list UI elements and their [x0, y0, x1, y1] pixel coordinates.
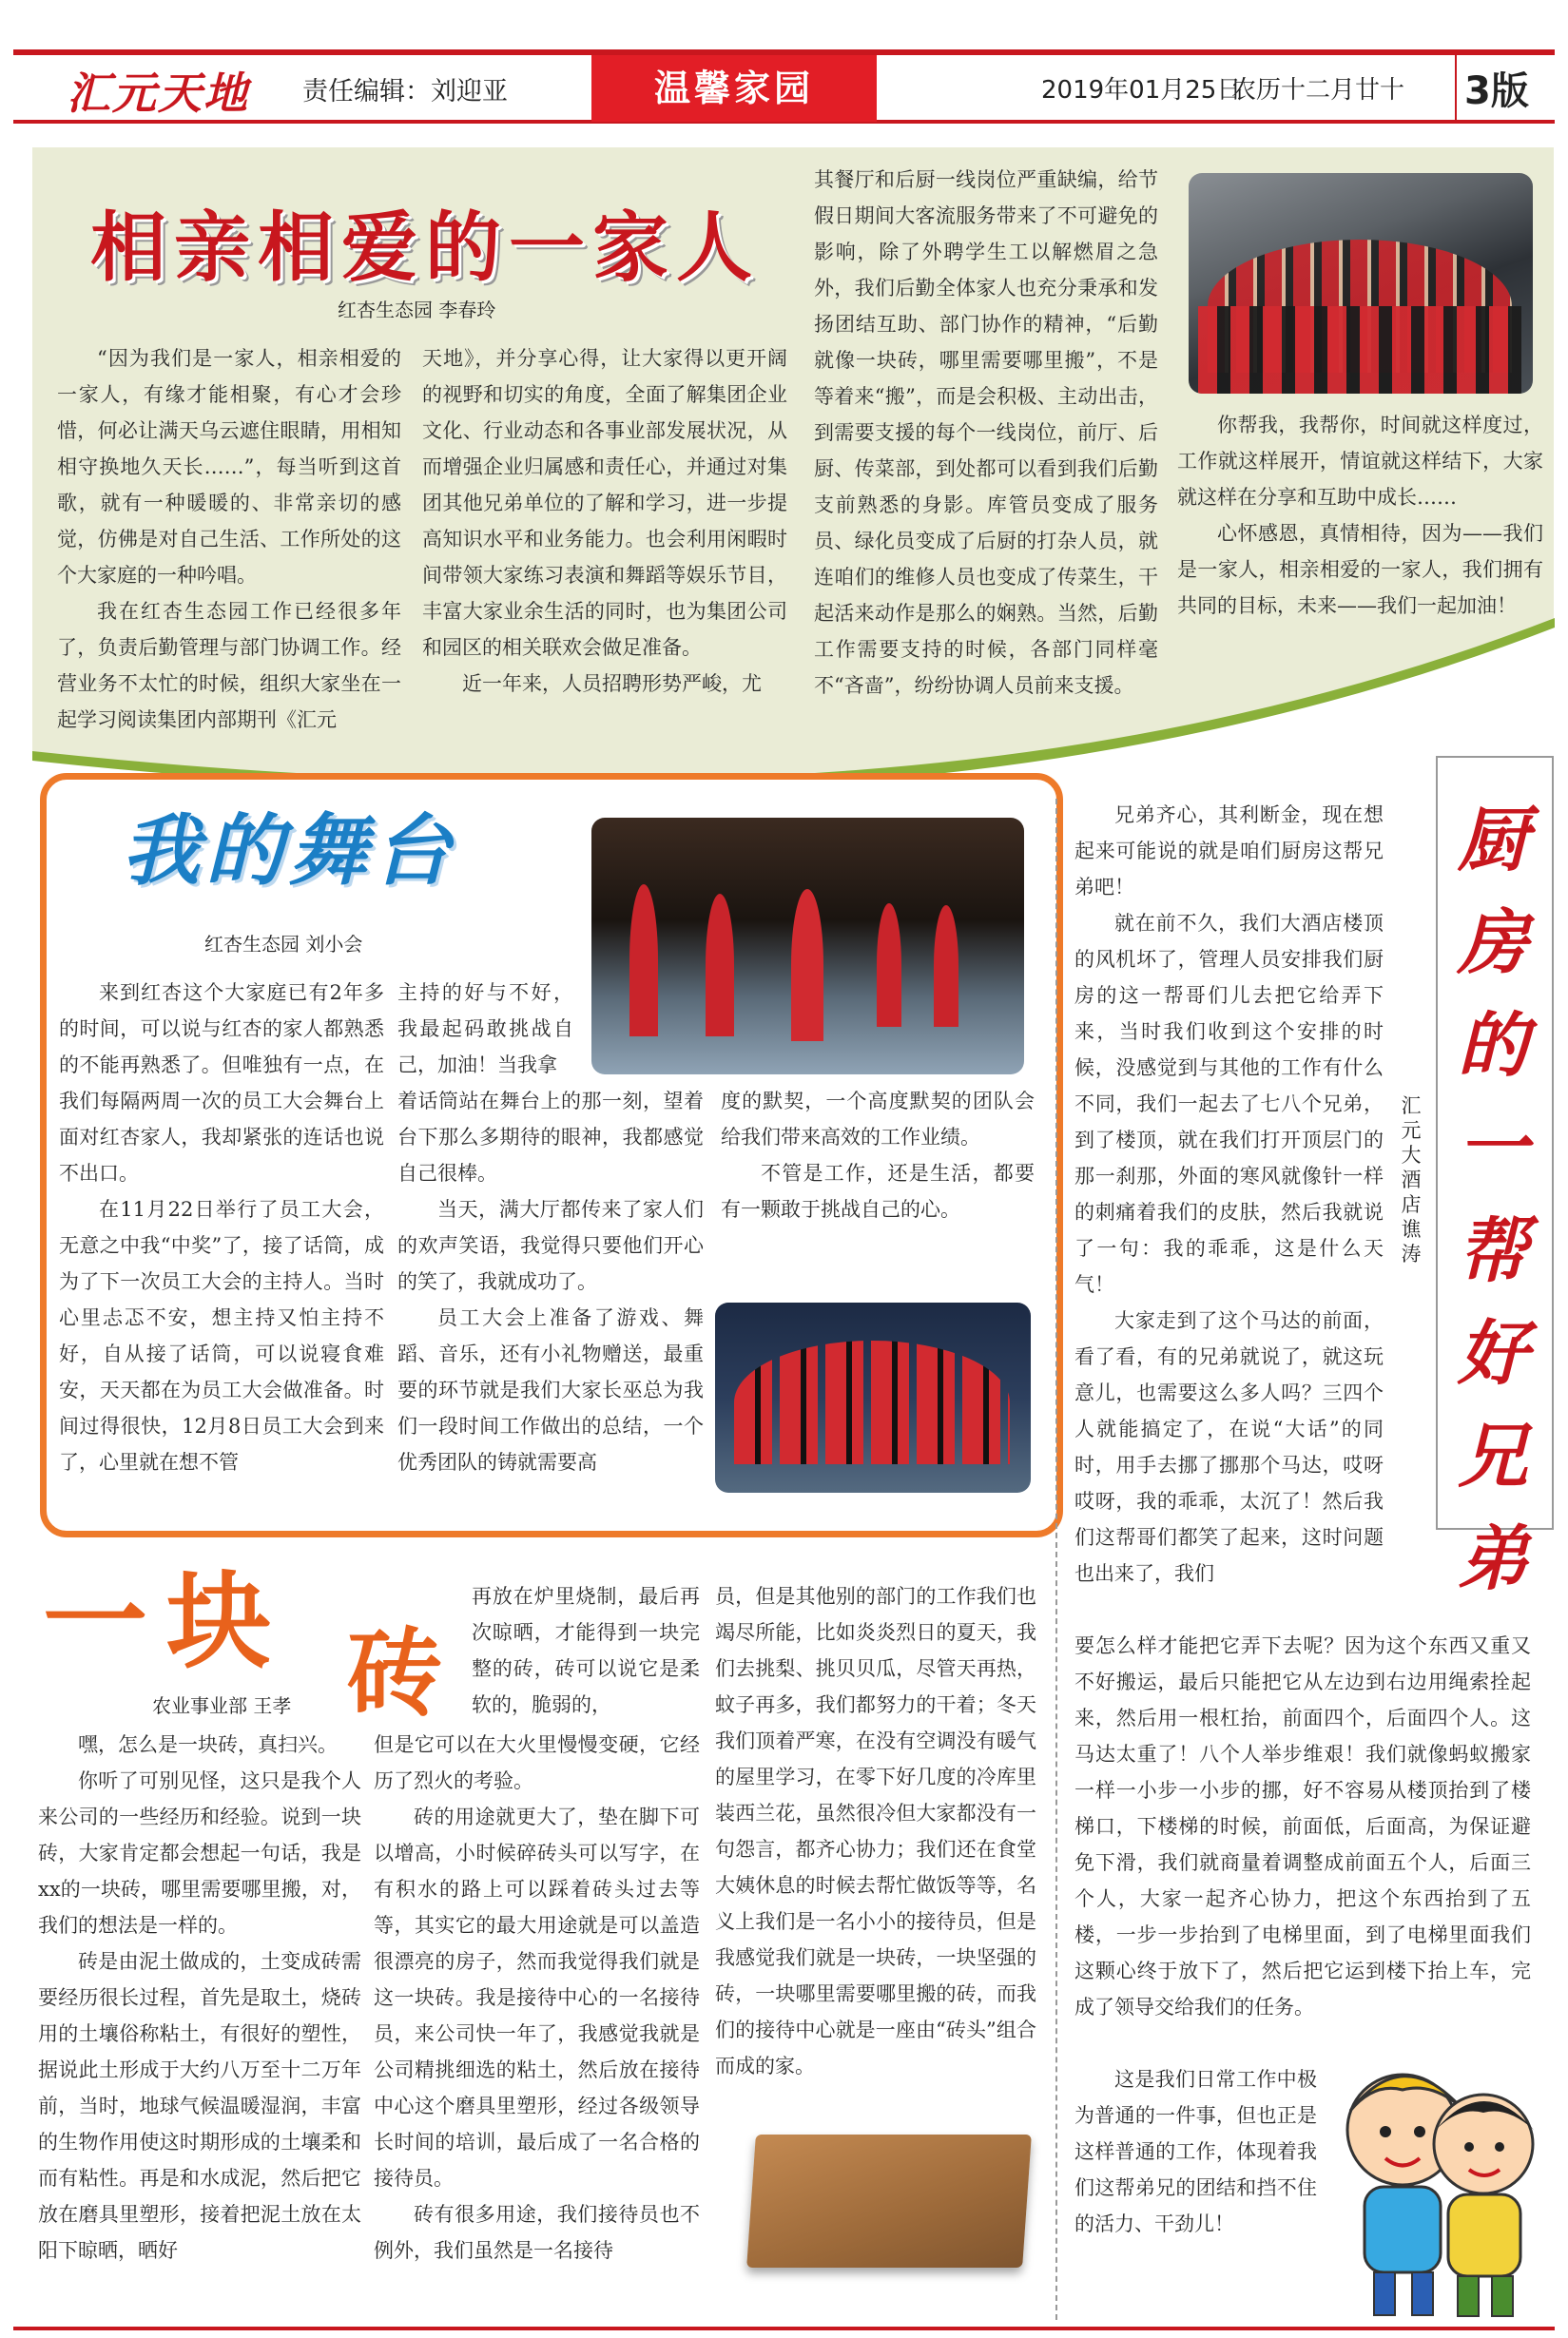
- paragraph: 再放在炉里烧制，最后再次晾晒，才能得到一块完整的砖，砖可以说它是柔软的，脆弱的，: [472, 1585, 700, 1716]
- page-number: 3版: [1464, 69, 1529, 113]
- article4-byline: 汇元大酒店 谯涛: [1401, 1094, 1422, 1266]
- paragraph: 心怀感恩，真情相待，因为——我们是一家人，相亲相爱的一家人，我们拥有共同的目标，未来——我们一起加油！: [1177, 522, 1543, 617]
- column-divider: [1055, 799, 1057, 2320]
- article4-column-1: [1074, 797, 1384, 1592]
- paragraph: 天地》，并分享心得，让大家得以更开阔的视野和切实的角度，全面了解集团企业文化、行业动态和各事业部发展状况，从而增强企业归属感和责任心，并通过对集团其他兄弟单位的了解和学习，进一步提高知识水平和业务能力。也会利用闲暇时间带领大家练习表演和舞蹈等娱乐节目，丰富大家业余生活的同时，也为集团公司和园区的相关联欢会做足准备。: [422, 347, 787, 659]
- article1-title: 相亲相爱的一家人: [90, 203, 760, 292]
- article2-byline: 红杏生态园 刘小会: [204, 933, 363, 956]
- article3-title-part2: 砖: [347, 1618, 442, 1729]
- section-title: 温馨家园: [591, 55, 877, 122]
- paragraph: 主持的好与不好，我最起码敢挑战自己，加油！当我拿: [397, 981, 573, 1076]
- article2-column-2a: [397, 975, 573, 1083]
- editor-credit: 责任编辑：刘迎亚: [302, 77, 508, 106]
- paragraph: 要怎么样才能把它弄下去呢？因为这个东西又重又不好搬运，最后只能把它从左边到右边用绳索拴起来，然后用一根杠抬，前面四个，后面四个人。这马达太重了！八个人举步维艰！我们就像蚂蚁搬家一样一小步一小步的挪，好不容易从楼顶抬到了楼梯口，下楼梯的时候，前面低，后面高，为保证避免下滑，我们就商量着调整成前面五个人，后面三个人，大家一起齐心协力，把这个东西抬到了五楼，一步一步抬到了电梯里面，到了电梯里面我们这颗心终于放下了，然后把它运到楼下抬上车，完成了领导交给我们的任务。: [1074, 1634, 1531, 2019]
- paragraph: 在11月22日举行了员工大会，无意之中我“中奖”了，接了话筒，成为了下一次员工大会的主持人。当时心里忐忑不安，想主持又怕主持不好，自从接了话筒，可以说寝食难安，天天都在为员工大会做准备。时间过得很快，12月8日员工大会到来了，心里就在想不管: [59, 1198, 384, 1474]
- article2-title: 我的舞台: [122, 805, 456, 897]
- paragraph: 就在前不久，我们大酒店楼顶的风机坏了，管理人员安排我们厨房的这一帮哥们儿去把它给弄下来，当时我们收到这个安排的时候，没感觉到与其他的工作有什么不同，我们一起去了七八个兄弟，到了楼顶，就在我们打开顶层门的那一刹那，外面的寒风就像针一样的刺痛着我们的皮肤，然后我就说了一句：我的乖乖，这是什么天气！: [1074, 912, 1384, 1296]
- article2-column-3: [721, 1083, 1035, 1227]
- paragraph: 砖的用途就更大了，垫在脚下可以增高，小时候碎砖头可以写字，在有积水的路上可以踩着砖头过去等等，其实它的最大用途就是可以盖造很漂亮的房子，然而我觉得我们就是这一块砖。我是接待中心的一名接待员，来公司快一年了，我感觉我就是公司精挑细选的粘土，然后放在接待中心这个磨具里塑形，经过各级领导长时间的培训，最后成了一名合格的接待员。: [374, 1806, 700, 2190]
- article1-column-1: [57, 340, 401, 738]
- paragraph: 大家走到了这个马达的前面，看了看，有的兄弟就说了，就这玩意儿，也需要这么多人吗？三四个人就能搞定了，在说“大话”的同时，用手去挪了挪那个马达，哎呀哎呀，我的乖乖，太沉了！然后我们这帮哥们都笑了起来，这时问题也出来了，我们: [1074, 1309, 1384, 1585]
- paragraph: 不管是工作，还是生活，都要有一颗敢于挑战自己的心。: [721, 1162, 1035, 1221]
- group-photo: [1189, 173, 1533, 394]
- paragraph: 度的默契，一个高度默契的团队会给我们带来高效的工作业绩。: [721, 1090, 1035, 1149]
- stage-photo: [591, 818, 1024, 1074]
- article1-column-3: [814, 162, 1158, 704]
- brick-image: [746, 2135, 1032, 2268]
- paragraph: 砖有很多用途，我们接待员也不例外，我们虽然是一名接待: [374, 2203, 700, 2262]
- article1-column-4: [1177, 407, 1543, 624]
- paragraph: 你帮我，我帮你，时间就这样度过，工作就这样展开，情谊就这样结下，大家就这样在分享和互助中成长……: [1177, 414, 1543, 509]
- cartoon-kids-image: [1326, 2054, 1555, 2329]
- header-divider: [1455, 49, 1457, 124]
- paragraph: 砖是由泥土做成的，土变成砖需要经历很长过程，首先是取土，烧砖用的土壤俗称粘土，有很好的塑性，据说此土形成于大约八万至十二万年前，当时，地球气候温暖湿润，丰富的生物作用使这时期形成的土壤柔和而有粘性。再是和水成泥，然后把它放在磨具里塑形，接着把泥土放在太阳下晾晒，晒好: [38, 1950, 361, 2262]
- paragraph: 来到红杏这个大家庭已有2年多的时间，可以说与红杏的家人都熟悉的不能再熟悉了。但唯独有一点，在我们每隔两周一次的员工大会舞台上面对红杏家人，我却紧张的连话也说不出口。: [59, 981, 384, 1185]
- article1-column-2: [422, 340, 787, 702]
- article3-title-part1: 一块: [43, 1561, 290, 1683]
- paragraph: 其餐厅和后厨一线岗位严重缺编，给节假日期间大客流服务带来了不可避免的影响，除了外聘学生工以解燃眉之急外，我们后勤全体家人也充分秉承和发扬团结互助、部门协作的精神，“后勤就像一块砖，哪里需要哪里搬”，不是等着来“搬”，而是会积极、主动出击，到需要支援的每个一线岗位，前厅、后厨、传菜部，到处都可以看到我们后勤支前熟悉的身影。库管员变成了服务员、绿化员变成了后厨的打杂人员，就连咱们的维修人员也变成了传菜生，干起活来动作是那么的娴熟。当然，后勤工作需要支持的时候，各部门同样毫不“吝啬”，纷纷协调人员前来支援。: [814, 168, 1158, 697]
- paragraph: 着话筒站在舞台上的那一刻，望着台下那么多期待的眼神，我都感觉自己很棒。: [397, 1090, 704, 1185]
- article4-column-2: [1074, 1628, 1531, 2025]
- article3-column-2a: [472, 1578, 700, 1723]
- article3-column-1: [38, 1727, 361, 2269]
- paragraph: 你听了可别见怪，这只是我个人来公司的一些经历和经验。说到一块砖，大家肯定都会想起一句话，我是xx的一块砖，哪里需要哪里搬，对，我们的想法是一样的。: [38, 1769, 361, 1937]
- article4-column-3: [1074, 2061, 1317, 2242]
- masthead-logo: 汇元天地: [67, 68, 249, 119]
- lunar-date: 农历十二月廿十: [1231, 76, 1405, 105]
- paragraph: 我在红杏生态园工作已经很多年了，负责后勤管理与部门协调工作。经营业务不太忙的时候，组织大家坐在一起学习阅读集团内部期刊《汇元: [57, 600, 401, 731]
- paragraph: “因为我们是一家人，相亲相爱的一家人，有缘才能相聚，有心才会珍惜，何必让满天乌云遮住眼睛，用相知相守换地久天长……”，每当听到这首歌，就有一种暖暖的、非常亲切的感觉，仿佛是对自己生活、工作所处的这个大家庭的一种吟唱。: [57, 347, 401, 587]
- paragraph: 近一年来，人员招聘形势严峻，尤: [462, 672, 762, 695]
- paragraph: 兄弟齐心，其利断金，现在想起来可能说的就是咱们厨房这帮兄弟吧！: [1074, 803, 1384, 898]
- issue-date: 2019年01月25日: [1041, 76, 1242, 105]
- article1-byline: 红杏生态园 李春玲: [338, 299, 496, 321]
- team-photo: [715, 1303, 1031, 1493]
- paragraph: 员工大会上准备了游戏、舞蹈、音乐，还有小礼物赠送，最重要的环节就是我们大家长巫总为我们一段时间工作做出的总结，一个优秀团队的铸就需要高: [397, 1306, 704, 1474]
- paragraph: 但是它可以在大火里慢慢变硬，它经历了烈火的考验。: [374, 1733, 700, 1792]
- article2-column-1: [59, 975, 384, 1480]
- article2-column-2b: [397, 1083, 704, 1480]
- article3-column-2b: [374, 1727, 700, 2269]
- article3-column-3: [715, 1578, 1036, 2084]
- paragraph: 这是我们日常工作中极为普通的一件事，但也正是这样普通的工作，体现着我们这帮弟兄的团结和挡不住的活力、干劲儿！: [1074, 2068, 1317, 2235]
- article3-byline: 农业事业部 王孝: [152, 1694, 292, 1717]
- paragraph: 嘿，怎么是一块砖，真扫兴。: [78, 1733, 338, 1756]
- paragraph: 员，但是其他别的部门的工作我们也竭尽所能，比如炎炎烈日的夏天，我们去挑梨、挑贝贝瓜，尽管天再热，蚊子再多，我们都努力的干着；冬天我们顶着严寒，在没有空调没有暖气的屋里学习，在零下好几度的冷库里装西兰花，虽然很冷但大家都没有一句怨言，都齐心协力；我们还在食堂大姨休息的时候去帮忙做饭等等，名义上我们是一名小小的接待员，但是我感觉我们就是一块砖，一块坚强的砖，一块哪里需要哪里搬的砖，而我们的接待中心就是一座由“砖头”组合而成的家。: [715, 1585, 1036, 2077]
- paragraph: 当天，满大厅都传来了家人们的欢声笑语，我觉得只要他们开心的笑了，我就成功了。: [397, 1198, 704, 1293]
- article4-title: 厨房的一帮好兄弟: [1458, 800, 1528, 1600]
- footer-rule: [13, 2327, 1555, 2330]
